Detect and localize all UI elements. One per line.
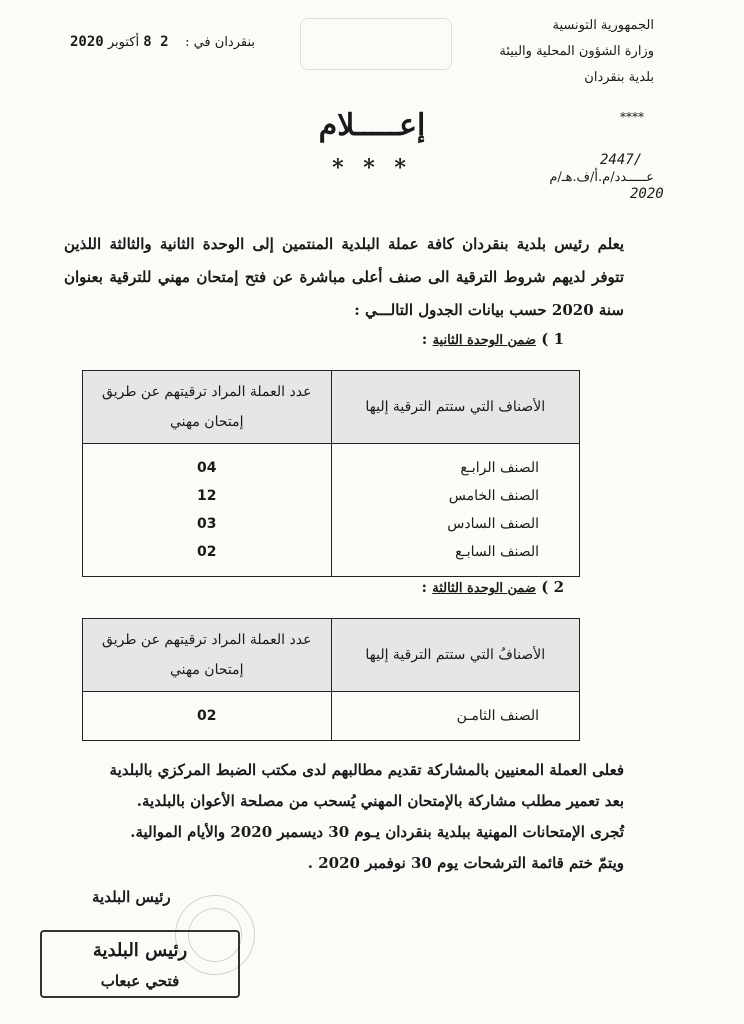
reference-year: 2020 bbox=[630, 186, 664, 202]
section-2-heading bbox=[421, 578, 564, 596]
table-header-grade: الأصنافُ التي ستتم الترقية إليها bbox=[331, 619, 580, 692]
count-cell: 02 bbox=[197, 544, 217, 560]
section-2-number: 2 ) bbox=[541, 578, 564, 596]
date-year: 2020 bbox=[70, 34, 104, 50]
header-republic: الجمهورية التونسية bbox=[552, 18, 654, 33]
table-header-count: عدد العملة المراد ترقيتهم عن طريق إمتحان مهني bbox=[83, 371, 332, 444]
closing-line-3: تُجرى الإمتحانات المهنية ببلدية بنقردان يـوم 30 ديسمبر 2020 والأيام الموالية. bbox=[130, 823, 624, 841]
grade-cell: الصنف الخامس bbox=[448, 488, 539, 504]
table-header-row bbox=[83, 371, 580, 444]
table-header-row bbox=[83, 619, 580, 692]
section-1-suffix: : bbox=[421, 330, 428, 348]
count-cell: 02 bbox=[197, 708, 217, 724]
section-1-label: ضمن الوحدة الثانية bbox=[432, 333, 536, 348]
table-header-count: عدد العملة المراد ترقيتهم عن طريق إمتحان مهني bbox=[83, 619, 332, 692]
count-cell: 04 bbox=[197, 460, 217, 476]
table-header-grade: الأصناف التي ستتم الترقية إليها bbox=[331, 371, 580, 444]
promotion-table-unit-3 bbox=[82, 618, 580, 741]
place-label: بنقردان في : bbox=[185, 35, 256, 50]
section-1-number: 1 ) bbox=[541, 330, 564, 348]
grade-column bbox=[331, 692, 580, 741]
count-cell: 03 bbox=[197, 516, 217, 532]
closing-line-4: ويتمّ ختم قائمة الترشحات يوم 30 نوفمبر 2020 . bbox=[307, 854, 624, 872]
stamp-name: فتحي عبعاب bbox=[100, 972, 180, 990]
date-line bbox=[70, 34, 255, 50]
signature-title: رئيس البلدية bbox=[92, 888, 171, 906]
header-municipality: بلدية بنقردان bbox=[584, 70, 654, 85]
reference-number: 2447/ bbox=[600, 152, 643, 168]
grade-cell: الصنف السابـع bbox=[455, 544, 539, 560]
intro-paragraph: يعلم رئيس بلدية بنقردان كافة عملة البلدية المنتمين إلى الوحدة الثانية والثالثة اللذين تتوفر لديهم شروط الترقية الى صنف أعلى مباشرة عن فتح إمتحان مهني للترقية بعنوان سنة 2020 حسب بيانات الجدول التالـــي : bbox=[64, 235, 624, 319]
count-column bbox=[83, 444, 332, 577]
section-1-heading bbox=[422, 330, 564, 348]
grade-cell: الصنف السادس bbox=[447, 516, 539, 532]
header-ministry: وزارة الشؤون المحلية والبيئة bbox=[499, 44, 654, 59]
date-month: أكتوبر bbox=[107, 35, 140, 50]
table-body-row bbox=[83, 444, 580, 577]
stamp-title: رئيس البلدية bbox=[92, 940, 188, 961]
count-cell: 12 bbox=[197, 488, 217, 504]
stars-divider: * * * bbox=[332, 155, 412, 181]
signature-stamp bbox=[40, 930, 240, 998]
table-body-row bbox=[83, 692, 580, 741]
faint-background-mark bbox=[300, 18, 452, 70]
promotion-table-unit-2 bbox=[82, 370, 580, 577]
closing-line-1: فعلى العملة المعنيين بالمشاركة تقديم مطالبهم لدى مكتب الضبط المركزي بالبلدية bbox=[109, 761, 624, 779]
section-2-suffix: : bbox=[421, 578, 427, 596]
header-stars: **** bbox=[620, 110, 644, 124]
closing-paragraph bbox=[44, 755, 624, 879]
grade-cell: الصنف الرابـع bbox=[460, 460, 539, 476]
section-2-label: ضمن الوحدة الثالثة bbox=[432, 581, 536, 596]
grade-column bbox=[331, 444, 580, 577]
grade-cell: الصنف الثامـن bbox=[456, 708, 539, 724]
page-title: إعـــــلام bbox=[318, 108, 426, 143]
closing-line-2: بعد تعمير مطلب مشاركة بالإمتحان المهني يُسحب من مصلحة الأعوان بالبلدية. bbox=[136, 792, 624, 810]
date-day: 2 8 bbox=[143, 34, 169, 50]
reference-label: عـــــدد/م.أ/ف.هـ/م bbox=[549, 170, 654, 185]
count-column bbox=[83, 692, 332, 741]
